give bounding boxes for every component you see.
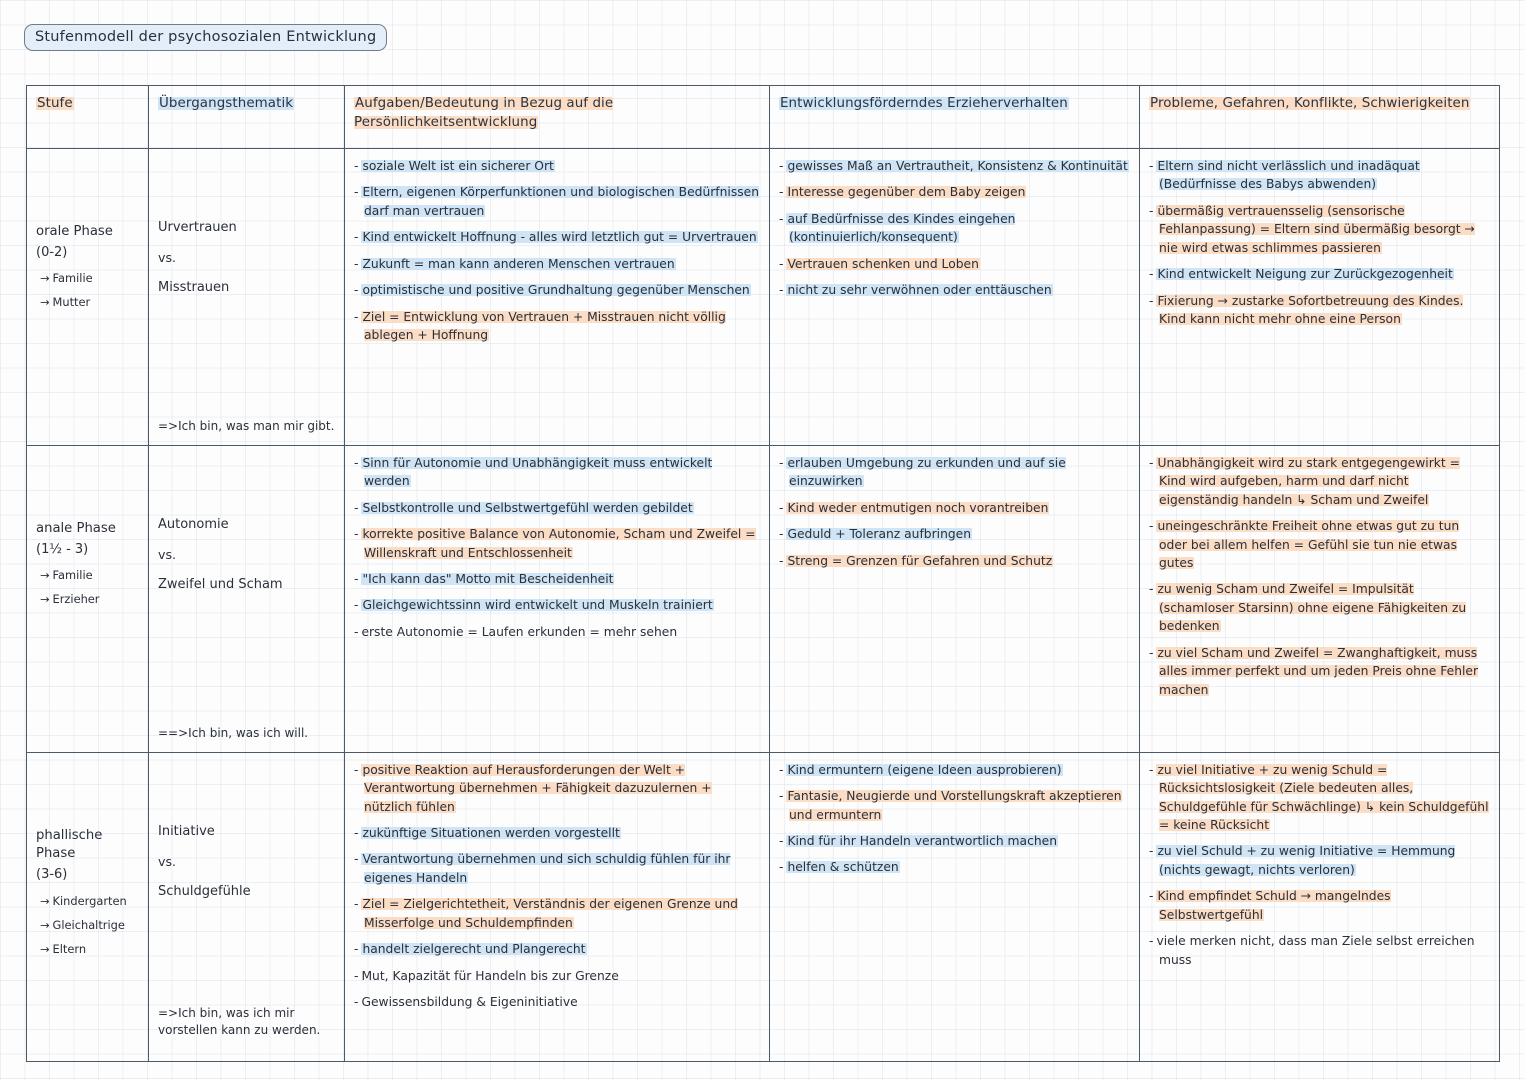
list-item: - Kind entwickelt Hoffnung - alles wird letztlich gut = Urvertrauen: [354, 230, 757, 245]
list-item: - gewisses Maß an Vertrautheit, Konsistenz & Kontinuität: [779, 159, 1128, 173]
list-item-text: Kind ermuntern (eigene Ideen ausprobieren): [787, 762, 1062, 777]
list-item-text: Verantwortung übernehmen und sich schuldig fühlen für ihr eigenes Handeln: [362, 852, 731, 885]
stage-reference: → Familie: [40, 271, 93, 286]
list-item: - Fantasie, Neugierde und Vorstellungskraft akzeptieren und ermuntern: [779, 789, 1122, 822]
list-item-text: Vertrauen schenken und Loben: [787, 256, 979, 271]
problems-list: [1149, 157, 1490, 329]
educator-cell-phallic: [770, 752, 1140, 1061]
list-item-text: Kind entwickelt Neigung zur Zurückgezogenheit: [1157, 267, 1453, 282]
list-item: - viele merken nicht, dass man Ziele selbst erreichen muss: [1149, 934, 1475, 967]
list-item: - Vertrauen schenken und Loben: [779, 256, 979, 271]
list-item: - Gewissensbildung & Eigeninitiative: [354, 995, 578, 1009]
transition-motto: =>Ich bin, was ich mir vorstellen kann zu werden.: [158, 1006, 321, 1038]
list-item-text: Fantasie, Neugierde und Vorstellungskraft akzeptieren und ermuntern: [787, 789, 1122, 822]
list-item: - erlauben Umgebung zu erkunden und auf sie einzuwirken: [779, 455, 1066, 489]
transition-vs: vs.: [158, 854, 177, 870]
list-item: - auf Bedürfnisse des Kindes eingehen (kontinuierlich/konsequent): [779, 211, 1016, 245]
stage-reference: → Kindergarten: [40, 893, 127, 908]
stage-reference-label: Familie: [52, 568, 93, 582]
list-item-text: gewisses Maß an Vertrautheit, Konsistenz & Kontinuität: [787, 159, 1128, 173]
table-row: [27, 752, 1500, 1061]
list-item: - Unabhängigkeit wird zu stark entgegengewirkt = Kind wird aufgeben, harm und darf nicht eigenständig handeln ↳ Scham und Zweifel: [1149, 455, 1460, 507]
stage-reference: → Eltern: [40, 941, 87, 956]
list-item: - Ziel = Zielgerichtetheit, Verständnis der eigenen Grenze und Misserfolge und Schuldempfinden: [354, 897, 738, 930]
list-item-text: Kind empfindet Schuld → mangelndes Selbstwertgefühl: [1157, 889, 1391, 922]
list-item: - optimistische und positive Grundhaltung gegenüber Menschen: [354, 283, 750, 298]
list-item: - Geduld + Toleranz aufbringen: [779, 527, 972, 542]
stage-reference: → Familie: [40, 568, 93, 582]
stage-age-range: (3-6): [36, 867, 68, 883]
problems-list: [1149, 761, 1490, 969]
list-item-text: nicht zu sehr verwöhnen oder enttäuschen: [787, 283, 1052, 298]
column-header-aufgaben-label: Aufgaben/Bedeutung in Bezug auf die Persönlichkeitsentwicklung: [354, 96, 614, 131]
column-header-erzieherverhalten-label: Entwicklungsförderndes Erzieherverhalten: [780, 96, 1068, 111]
stage-name: anale Phase: [36, 520, 116, 536]
transition-cell-phallic: [149, 752, 345, 1061]
list-item-text: handelt zielgerecht und Plangerecht: [362, 942, 586, 957]
transition-motto: ==>Ich bin, was ich will.: [158, 725, 309, 740]
list-item-text: Unabhängigkeit wird zu stark entgegengewirkt = Kind wird aufgeben, harm und darf nicht eigenständig handeln ↳ Scham und Zweifel: [1157, 455, 1460, 507]
educator-cell-anal: [770, 445, 1140, 752]
list-item: - Streng = Grenzen für Gefahren und Schutz: [779, 553, 1053, 568]
list-item: - zu viel Schuld + zu wenig Initiative = Hemmung (nichts gewagt, nichts verloren): [1149, 844, 1456, 877]
transition-pole-a: Autonomie: [158, 516, 229, 532]
list-item-text: erste Autonomie = Laufen erkunden = mehr sehen: [361, 624, 678, 639]
column-header-probleme-label: Probleme, Gefahren, Konflikte, Schwierigkeiten: [1150, 96, 1470, 111]
list-item-text: viele merken nicht, dass man Ziele selbst erreichen muss: [1156, 934, 1475, 967]
tasks-list: [354, 157, 760, 345]
list-item: - soziale Welt ist ein sicherer Ort: [354, 159, 554, 173]
column-header-stufe-label: Stufe: [37, 96, 73, 111]
list-item: - Sinn für Autonomie und Unabhängigkeit muss entwickelt werden: [354, 455, 713, 489]
table-header-row: [27, 86, 1500, 149]
list-item-text: korrekte positive Balance von Autonomie, Scham und Zweifel = Willenskraft und Entschlossenheit: [362, 527, 756, 560]
list-item: - Kind empfindet Schuld → mangelndes Selbstwertgefühl: [1149, 889, 1391, 922]
list-item: - Mut, Kapazität für Handeln bis zur Grenze: [354, 968, 619, 983]
stage-reference-label: Kindergarten: [52, 893, 127, 908]
transition-pole-b: Zweifel und Scham: [158, 577, 283, 593]
transition-pole-a: Urvertrauen: [158, 220, 237, 235]
table-row: [27, 445, 1500, 752]
list-item: - übermäßig vertrauensselig (sensorische Fehlanpassung) = Eltern sind übermäßig besorgt → nie wird etwas schlimmes passieren: [1149, 203, 1475, 255]
list-item: - zu wenig Scham und Zweifel = Impulsität (schamloser Starsinn) ohne eigene Fähigkeiten zu bedenken: [1149, 582, 1467, 634]
table-row: [27, 149, 1500, 446]
list-item-text: Kind entwickelt Hoffnung - alles wird letztlich gut = Urvertrauen: [362, 230, 757, 245]
list-item: - Kind ermuntern (eigene Ideen ausprobieren): [779, 762, 1062, 777]
list-item-text: Zukunft = man kann anderen Menschen vertrauen: [362, 256, 675, 271]
list-item-text: Sinn für Autonomie und Unabhängigkeit muss entwickelt werden: [362, 455, 713, 489]
column-header-erzieherverhalten: [770, 86, 1140, 149]
problems-cell-oral: [1140, 149, 1500, 446]
stage-reference-label: Mutter: [52, 295, 91, 310]
stages-table: [26, 85, 1500, 1062]
list-item: - zukünftige Situationen werden vorgestellt: [354, 825, 620, 840]
educator-list: [779, 761, 1130, 877]
stage-reference-label: Eltern: [52, 941, 87, 956]
list-item: - "Ich kann das" Motto mit Bescheidenheit: [354, 572, 614, 586]
list-item: - Eltern, eigenen Körperfunktionen und biologischen Bedürfnissen darf man vertrauen: [354, 185, 759, 218]
list-item: - Verantwortung übernehmen und sich schuldig fühlen für ihr eigenes Handeln: [354, 852, 731, 885]
stage-reference: → Gleichaltrige: [40, 917, 125, 932]
tasks-cell-phallic: [345, 752, 770, 1061]
list-item-text: Kind für ihr Handeln verantwortlich machen: [787, 833, 1057, 848]
list-item: - Zukunft = man kann anderen Menschen vertrauen: [354, 256, 675, 271]
list-item-text: positive Reaktion auf Herausforderungen der Welt + Verantwortung übernehmen + Fähigkeit dazuzulernen + nützlich fühlen: [362, 762, 712, 814]
tasks-list: [354, 761, 760, 1012]
stage-reference: → Erzieher: [40, 592, 100, 607]
tasks-cell-anal: [345, 445, 770, 752]
list-item: - handelt zielgerecht und Plangerecht: [354, 942, 586, 957]
list-item-text: zu viel Initiative + zu wenig Schuld = Rücksichtslosigkeit (Ziele bedeuten alles, Schuldgefühle für Schwächlinge) ↳ kein Schuldgefühl = keine Rücksicht: [1157, 762, 1489, 832]
stage-cell-anal: [27, 445, 149, 752]
list-item-text: optimistische und positive Grundhaltung gegenüber Menschen: [362, 283, 750, 298]
list-item-text: uneingeschränkte Freiheit ohne etwas gut zu tun oder bei allem helfen = Gefühl sie tun nie etwas gutes: [1157, 519, 1460, 570]
list-item: - Eltern sind nicht verlässlich und inadäquat (Bedürfnisse des Babys abwenden): [1149, 159, 1420, 192]
problems-cell-phallic: [1140, 752, 1500, 1061]
stage-reference-label: Erzieher: [52, 592, 100, 607]
list-item: - Fixierung → zustarke Sofortbetreuung des Kindes. Kind kann nicht mehr ohne eine Person: [1149, 293, 1464, 327]
column-header-uebergangsthematik: [149, 86, 345, 149]
list-item-text: Ziel = Zielgerichtetheit, Verständnis der eigenen Grenze und Misserfolge und Schuldempfinden: [362, 897, 738, 930]
list-item-text: "Ich kann das" Motto mit Bescheidenheit: [362, 572, 614, 586]
stage-age-range: (0-2): [36, 244, 68, 260]
list-item-text: Geduld + Toleranz aufbringen: [787, 527, 972, 542]
list-item-text: zukünftige Situationen werden vorgestellt: [362, 825, 620, 840]
list-item: - Kind weder entmutigen noch vorantreiben: [779, 500, 1049, 515]
list-item-text: Interesse gegenüber dem Baby zeigen: [787, 185, 1026, 200]
list-item: - Kind entwickelt Neigung zur Zurückgezogenheit: [1149, 267, 1453, 282]
stage-reference-label: Familie: [52, 271, 93, 286]
stage-name: orale Phase: [36, 224, 113, 239]
educator-list: [779, 454, 1130, 570]
list-item: - uneingeschränkte Freiheit ohne etwas gut zu tun oder bei allem helfen = Gefühl sie tun nie etwas gutes: [1149, 519, 1460, 570]
list-item: - erste Autonomie = Laufen erkunden = mehr sehen: [354, 624, 678, 639]
list-item: - Gleichgewichtssinn wird entwickelt und Muskeln trainiert: [354, 598, 713, 613]
list-item: - positive Reaktion auf Herausforderungen der Welt + Verantwortung übernehmen + Fähigkeit dazuzulernen + nützlich fühlen: [354, 762, 712, 814]
tasks-cell-oral: [345, 149, 770, 446]
tasks-list: [354, 454, 760, 642]
educator-list: [779, 157, 1130, 300]
list-item-text: Streng = Grenzen für Gefahren und Schutz: [787, 553, 1053, 568]
transition-vs: vs.: [158, 547, 177, 563]
transition-motto: =>Ich bin, was man mir gibt.: [158, 418, 335, 433]
list-item-text: Gleichgewichtssinn wird entwickelt und Muskeln trainiert: [362, 598, 713, 613]
list-item: - helfen & schützen: [779, 860, 899, 875]
problems-cell-anal: [1140, 445, 1500, 752]
stage-cell-oral: [27, 149, 149, 446]
list-item: - Ziel = Entwicklung von Vertrauen + Misstrauen nicht völlig ablegen + Hoffnung: [354, 309, 726, 343]
list-item-text: erlauben Umgebung zu erkunden und auf sie einzuwirken: [787, 455, 1066, 489]
list-item-text: Ziel = Entwicklung von Vertrauen + Misstrauen nicht völlig ablegen + Hoffnung: [362, 309, 726, 343]
list-item-text: Eltern, eigenen Körperfunktionen und biologischen Bedürfnissen darf man vertrauen: [362, 185, 759, 218]
transition-pole-a: Initiative: [158, 823, 215, 839]
list-item-text: Gewissensbildung & Eigeninitiative: [361, 995, 578, 1009]
list-item: - Kind für ihr Handeln verantwortlich machen: [779, 833, 1057, 848]
list-item: - Interesse gegenüber dem Baby zeigen: [779, 185, 1026, 200]
list-item: - korrekte positive Balance von Autonomie, Scham und Zweifel = Willenskraft und Entschlossenheit: [354, 527, 756, 560]
transition-cell-oral: [149, 149, 345, 446]
list-item-text: übermäßig vertrauensselig (sensorische Fehlanpassung) = Eltern sind übermäßig besorgt → nie wird etwas schlimmes passieren: [1157, 203, 1475, 255]
transition-pole-b: Schuldgefühle: [158, 883, 251, 899]
list-item-text: zu viel Scham und Zweifel = Zwanghaftigkeit, muss alles immer perfekt und um jeden Preis ohne Fehler machen: [1157, 645, 1479, 697]
transition-cell-anal: [149, 445, 345, 752]
list-item-text: Eltern sind nicht verlässlich und inadäquat (Bedürfnisse des Babys abwenden): [1157, 159, 1420, 192]
page-title: Stufenmodell der psychosozialen Entwicklung: [24, 24, 387, 51]
transition-vs: vs.: [158, 250, 177, 266]
column-header-stufe: [27, 86, 149, 149]
list-item-text: auf Bedürfnisse des Kindes eingehen (kontinuierlich/konsequent): [787, 211, 1016, 245]
stage-reference-label: Gleichaltrige: [52, 917, 125, 932]
column-header-aufgaben: [345, 86, 770, 149]
list-item: - zu viel Scham und Zweifel = Zwanghaftigkeit, muss alles immer perfekt und um jeden Preis ohne Fehler machen: [1149, 645, 1479, 697]
stage-reference: → Mutter: [40, 295, 91, 310]
list-item-text: zu viel Schuld + zu wenig Initiative = Hemmung (nichts gewagt, nichts verloren): [1157, 844, 1456, 877]
transition-pole-b: Misstrauen: [158, 280, 230, 296]
educator-cell-oral: [770, 149, 1140, 446]
stage-name: phallische Phase: [36, 827, 103, 862]
list-item-text: Selbstkontrolle und Selbstwertgefühl werden gebildet: [362, 500, 693, 515]
column-header-probleme: [1140, 86, 1500, 149]
list-item-text: Kind weder entmutigen noch vorantreiben: [787, 500, 1049, 515]
list-item-text: helfen & schützen: [787, 860, 899, 875]
list-item: - zu viel Initiative + zu wenig Schuld = Rücksichtslosigkeit (Ziele bedeuten alles, Schuldgefühle für Schwächlinge) ↳ kein Schuldgefühl = keine Rücksicht: [1149, 762, 1489, 832]
column-header-uebergangsthematik-label: Übergangsthematik: [159, 96, 294, 111]
stage-cell-phallic: [27, 752, 149, 1061]
list-item-text: zu wenig Scham und Zweifel = Impulsität (schamloser Starsinn) ohne eigene Fähigkeiten zu bedenken: [1157, 582, 1467, 634]
list-item-text: soziale Welt ist ein sicherer Ort: [362, 159, 554, 173]
list-item-text: Fixierung → zustarke Sofortbetreuung des Kindes. Kind kann nicht mehr ohne eine Person: [1157, 293, 1464, 327]
list-item: - Selbstkontrolle und Selbstwertgefühl werden gebildet: [354, 500, 693, 515]
problems-list: [1149, 454, 1490, 699]
stage-age-range: (1½ - 3): [36, 541, 89, 557]
list-item: - nicht zu sehr verwöhnen oder enttäuschen: [779, 283, 1052, 298]
list-item-text: Mut, Kapazität für Handeln bis zur Grenze: [361, 968, 619, 983]
